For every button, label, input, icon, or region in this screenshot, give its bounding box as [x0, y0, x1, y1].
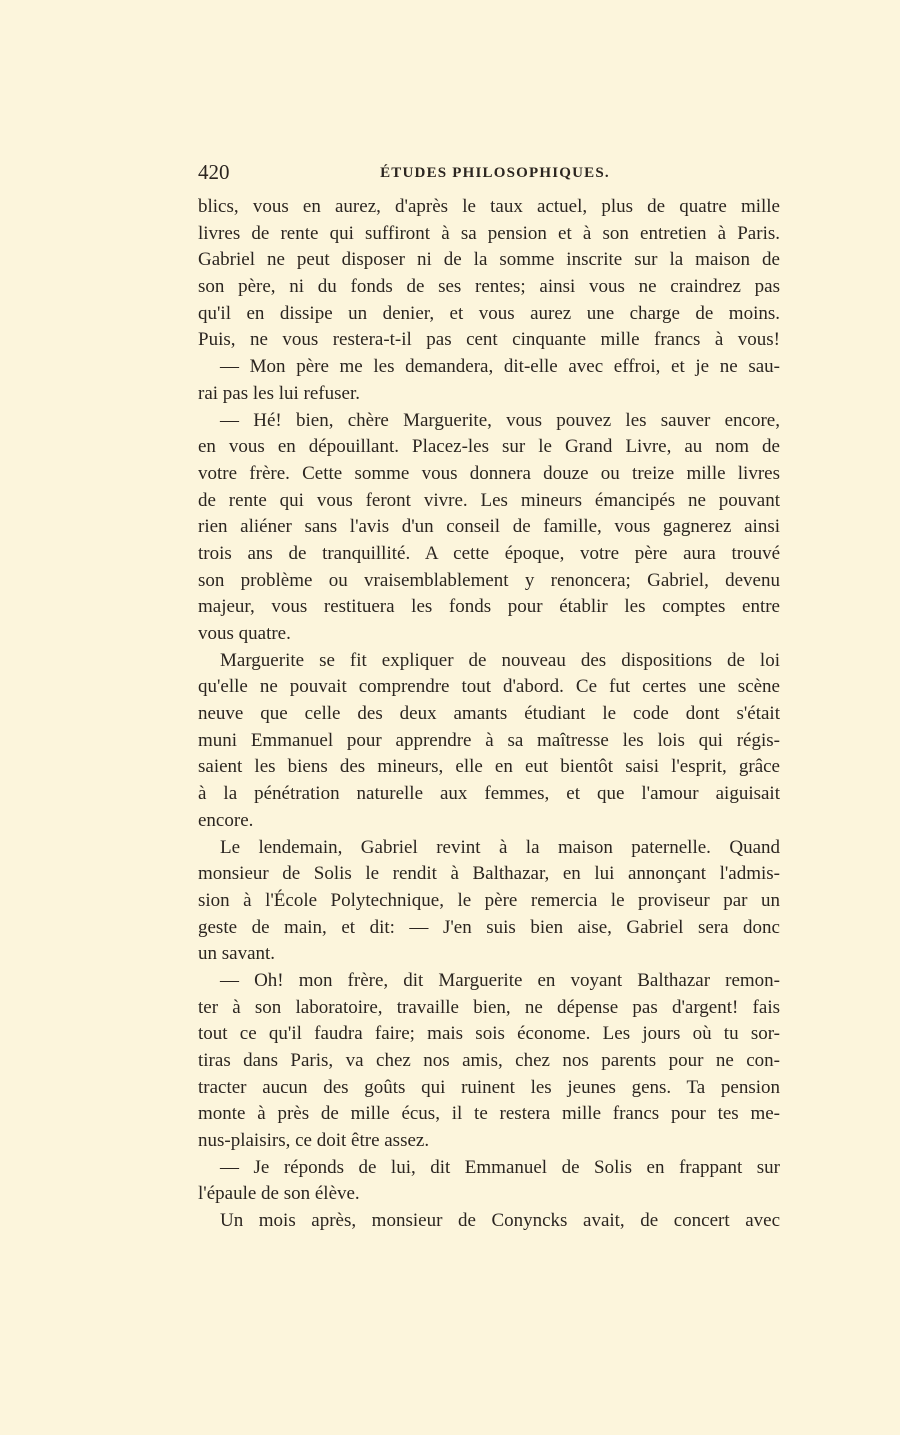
text-line: ter à son laboratoire, travaille bien, ne dépense pas d'argent! fais	[198, 996, 780, 1018]
text-line: tout ce qu'il faudra faire; mais sois économe. Les jours où tu sor-	[198, 1023, 780, 1045]
text-line: rai pas les lui refuser.	[198, 382, 360, 404]
text-line: monte à près de mille écus, il te restera mille francs pour tes me-	[198, 1103, 780, 1125]
text-line: sion à l'École Polytechnique, le père remercia le proviseur par un	[198, 889, 780, 911]
text-line: un savant.	[198, 943, 276, 965]
page-number: 420	[198, 160, 230, 184]
text-line: son père, ni du fonds de ses rentes; ainsi vous ne craindrez pas	[198, 276, 780, 298]
text-line: vous quatre.	[198, 623, 291, 644]
text-line: en vous en dépouillant. Placez-les sur le Grand Livre, au nom de	[198, 436, 780, 458]
text-line: trois ans de tranquillité. A cette époque, votre père aura trouvé	[198, 542, 780, 564]
text-line: nus-plaisirs, ce doit être assez.	[198, 1130, 430, 1152]
text-line: — Je réponds de lui, dit Emmanuel de Solis en frappant sur	[220, 1156, 780, 1178]
text-line: Un mois après, monsieur de Conyncks avait, de concert avec	[220, 1210, 780, 1232]
text-line: rien aliéner sans l'avis d'un conseil de famille, vous gagnerez ainsi	[198, 516, 780, 538]
text-line: qu'il en dissipe un denier, et vous aurez une charge de moins.	[198, 302, 780, 324]
text-line: à la pénétration naturelle aux femmes, et que l'amour aiguisait	[198, 783, 780, 805]
text-line: — Mon père me les demandera, dit-elle avec effroi, et je ne sau-	[220, 356, 780, 378]
text-line: de rente qui vous feront vivre. Les mineurs émancipés ne pouvant	[198, 489, 780, 511]
text-line: muni Emmanuel pour apprendre à sa maîtresse les lois qui régis-	[198, 729, 780, 751]
page-body-text	[198, 194, 780, 1235]
text-line: — Hé! bien, chère Marguerite, vous pouvez les sauver encore,	[220, 409, 780, 431]
text-line: geste de main, et dit: — J'en suis bien aise, Gabriel sera donc	[198, 916, 780, 938]
running-header	[198, 160, 780, 188]
text-line: Gabriel ne peut disposer ni de la somme inscrite sur la maison de	[198, 249, 780, 271]
text-line: Puis, ne vous restera-t-il pas cent cinquante mille francs à vous!	[198, 329, 780, 351]
text-line: majeur, vous restituera les fonds pour établir les comptes entre	[198, 596, 780, 618]
text-line: neuve que celle des deux amants étudiant le code dont s'était	[198, 703, 780, 725]
text-line: votre frère. Cette somme vous donnera douze ou treize mille livres	[198, 462, 780, 484]
text-line: qu'elle ne pouvait comprendre tout d'abord. Ce fut certes une scène	[198, 676, 780, 698]
text-line: Le lendemain, Gabriel revint à la maison paternelle. Quand	[220, 836, 780, 858]
text-line: livres de rente qui suffiront à sa pension et à son entretien à Paris.	[198, 222, 780, 244]
text-line: tracter aucun des goûts qui ruinent les jeunes gens. Ta pension	[198, 1076, 780, 1098]
text-line: encore.	[198, 809, 254, 831]
running-title: ÉTUDES PHILOSOPHIQUES.	[380, 165, 610, 181]
text-line: l'épaule de son élève.	[198, 1183, 360, 1205]
text-line: son problème ou vraisemblablement y renoncera; Gabriel, devenu	[198, 569, 780, 591]
text-line: Marguerite se fit expliquer de nouveau des dispositions de loi	[220, 649, 780, 671]
text-line: blics, vous en aurez, d'après le taux actuel, plus de quatre mille	[198, 196, 780, 217]
text-line: tiras dans Paris, va chez nos amis, chez nos parents pour ne con-	[198, 1050, 780, 1071]
text-line: saient les biens des mineurs, elle en eut bientôt saisi l'esprit, grâce	[198, 756, 780, 778]
text-line: — Oh! mon frère, dit Marguerite en voyant Balthazar remon-	[220, 969, 780, 991]
text-line: monsieur de Solis le rendit à Balthazar, en lui annonçant l'admis-	[198, 863, 780, 885]
